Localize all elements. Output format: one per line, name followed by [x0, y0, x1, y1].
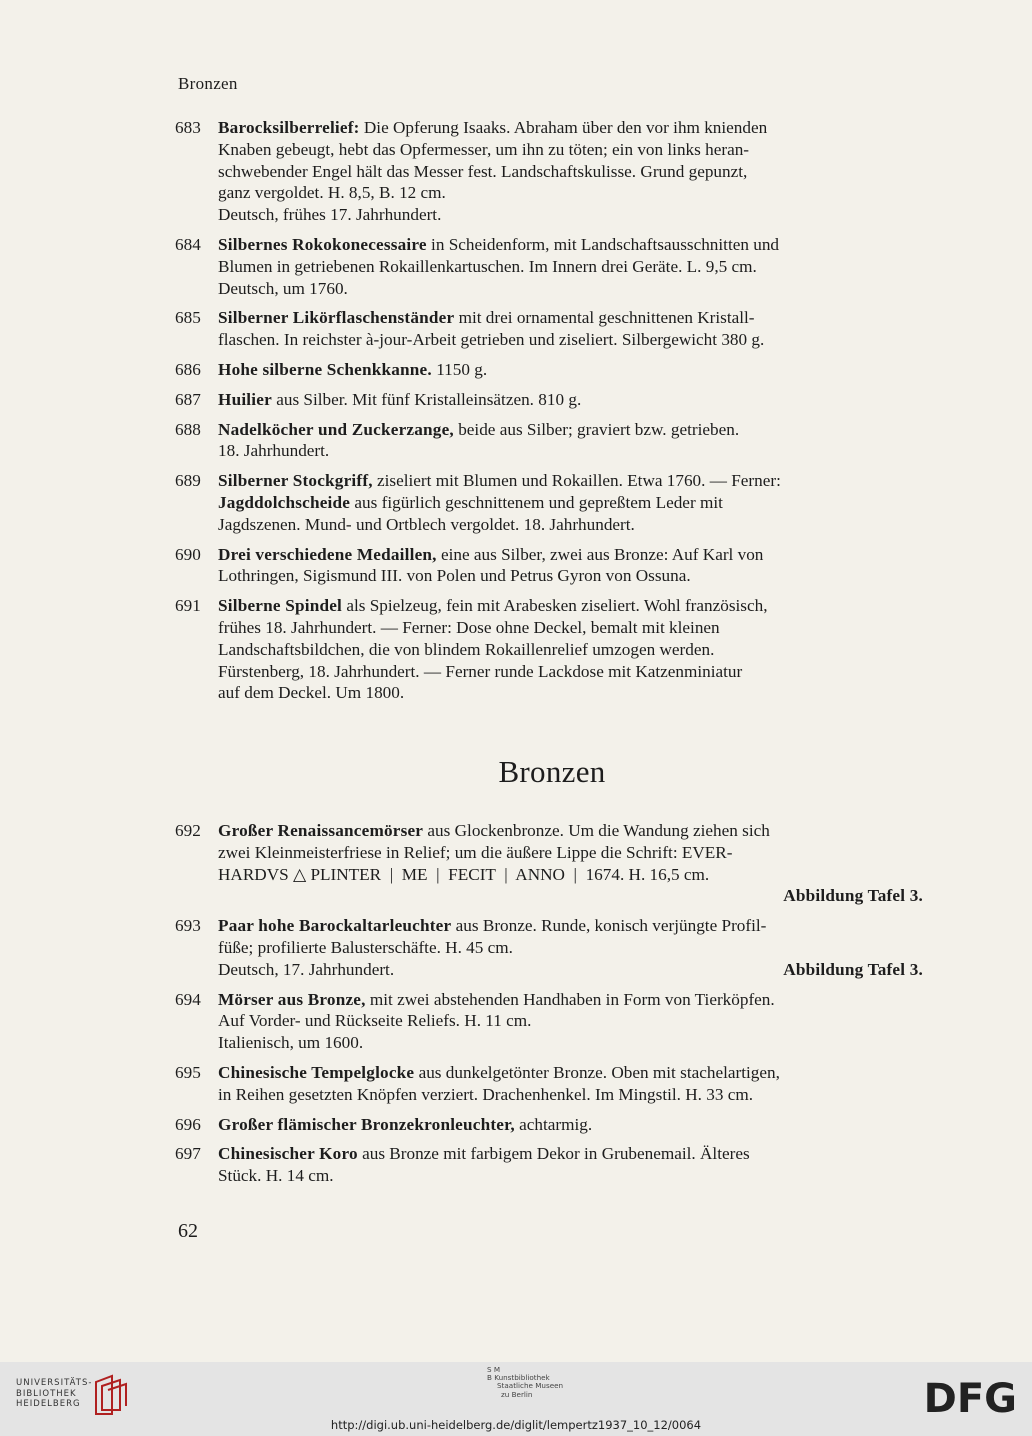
entry-number: 687	[175, 389, 201, 409]
catalog-entry	[175, 234, 923, 299]
entry-number: 688	[175, 419, 201, 439]
entry-text: eine aus Silber, zwei aus Bronze: Auf Karl von	[436, 544, 764, 564]
bronze-entries	[175, 820, 923, 1195]
silver-entries	[175, 117, 923, 712]
entry-number: 685	[175, 308, 201, 328]
entry-text: Jagdszenen. Mund- und Ortblech vergoldet. 18. Jahrhundert.	[218, 514, 635, 534]
entry-line	[218, 959, 923, 981]
entry-title: Huilier	[218, 389, 272, 409]
catalog-entry	[175, 389, 923, 411]
entry-number: 689	[175, 471, 201, 491]
source-url-link[interactable]: http://digi.ub.uni-heidelberg.de/diglit/lempertz1937_10_12/0064	[330, 1418, 702, 1432]
entry-line	[218, 117, 923, 139]
catalog-entry	[175, 820, 923, 907]
entry-text: als Spielzeug, fein mit Arabesken ziseliert. Wohl französisch,	[342, 596, 768, 616]
entry-number: 697	[175, 1144, 201, 1164]
catalog-entry	[175, 419, 923, 463]
catalog-entry	[175, 1062, 923, 1106]
entry-text: zwei Kleinmeisterfriese in Relief; um die äußere Lippe die Schrift: EVER-	[218, 842, 733, 862]
entry-text: Deutsch, 17. Jahrhundert.	[218, 959, 395, 979]
stamp-line: S M	[487, 1365, 501, 1374]
stamp-line: Staatliche Museen	[497, 1381, 564, 1391]
entry-text: Stück. H. 14 cm.	[218, 1166, 334, 1186]
catalog-entry	[175, 359, 923, 381]
catalog-entry	[175, 307, 923, 351]
entry-line	[218, 1114, 923, 1136]
entry-line	[218, 359, 923, 381]
entry-line	[218, 682, 923, 704]
entry-text: Auf Vorder- und Rückseite Reliefs. H. 11 cm.	[218, 1011, 532, 1031]
entry-text: Deutsch, frühes 17. Jahrhundert.	[218, 205, 442, 225]
entry-text: Blumen in getriebenen Rokaillenkartuschen. Im Innern drei Geräte. L. 9,5 cm.	[218, 256, 757, 276]
entry-text: ganz vergoldet. H. 8,5, B. 12 cm.	[218, 183, 446, 203]
entry-text: auf dem Deckel. Um 1800.	[218, 683, 405, 703]
entry-number: 693	[175, 916, 201, 936]
entry-line	[218, 419, 923, 441]
entry-text: 1150 g.	[431, 359, 488, 379]
plate-reference	[218, 885, 923, 907]
entry-number: 690	[175, 544, 201, 564]
entry-line	[218, 256, 923, 278]
plate-reference-label: Abbildung Tafel 3.	[783, 886, 923, 906]
catalog-entry	[175, 1114, 923, 1136]
entry-text: in Reihen gesetzten Knöpfen verziert. Drachenhenkel. Im Mingstil. H. 33 cm.	[218, 1084, 754, 1104]
entry-line	[218, 1165, 923, 1187]
entry-line	[218, 470, 923, 492]
entry-text: Lothringen, Sigismund III. von Polen und Petrus Gyron von Ossuna.	[218, 566, 691, 586]
entry-line	[218, 842, 923, 864]
entry-line	[218, 617, 923, 639]
entry-line	[218, 820, 923, 842]
entry-title: Drei verschiedene Medaillen,	[218, 544, 437, 564]
entry-title: Mörser aus Bronze,	[218, 989, 366, 1009]
catalog-entry	[175, 544, 923, 588]
entry-title: Paar hohe Barockaltarleuchter	[218, 916, 452, 936]
entry-text: aus figürlich geschnittenem und gepreßtem Leder mit	[350, 492, 723, 512]
entry-text: aus dunkelgetönter Bronze. Oben mit stachelartigen,	[414, 1062, 780, 1082]
entry-line	[218, 595, 923, 617]
entry-text: frühes 18. Jahrhundert. — Ferner: Dose ohne Deckel, bemalt mit kleinen	[218, 617, 720, 637]
entry-text: Knaben gebeugt, hebt das Opfermesser, um ihn zu töten; ein von links heran-	[218, 139, 750, 159]
entry-line	[218, 182, 923, 204]
entry-text: Die Opferung Isaaks. Abraham über den vor ihm knienden	[359, 118, 768, 137]
entry-line	[218, 661, 923, 683]
entry-line	[218, 1010, 923, 1032]
plate-reference-label: Abbildung Tafel 3.	[783, 959, 923, 979]
entry-line	[218, 389, 923, 411]
entry-title: Silberne Spindel	[218, 596, 343, 616]
entry-text: Italienisch, um 1600.	[218, 1033, 364, 1053]
entry-line	[218, 915, 923, 937]
library-stamp	[487, 1366, 563, 1399]
entry-line	[218, 565, 923, 587]
catalog-entry	[175, 915, 923, 980]
entry-line	[218, 864, 923, 886]
entry-line	[218, 139, 923, 161]
entry-title: Jagddolchscheide	[218, 492, 351, 512]
entry-title: Silbernes Rokokonecessaire	[218, 234, 427, 254]
entry-title: Silberner Stockgriff,	[218, 471, 373, 491]
entry-text: aus Bronze. Runde, konisch verjüngte Profil-	[451, 916, 767, 936]
entry-title: Chinesische Tempelglocke	[218, 1062, 415, 1082]
entry-line	[218, 161, 923, 183]
entry-title: Großer flämischer Bronzekronleuchter,	[218, 1114, 515, 1134]
entry-number: 694	[175, 989, 201, 1009]
entry-number: 696	[175, 1114, 201, 1134]
entry-line	[218, 544, 923, 566]
catalog-entry	[175, 595, 923, 704]
catalog-entry	[175, 1143, 923, 1187]
entry-text: beide aus Silber; graviert bzw. getrieben.	[453, 419, 740, 439]
entry-line	[218, 492, 923, 514]
entry-line	[218, 1032, 923, 1054]
entry-text: Deutsch, um 1760.	[218, 278, 348, 298]
entry-line	[218, 639, 923, 661]
entry-title: Nadelköcher und Zuckerzange,	[218, 419, 454, 439]
entry-line	[218, 989, 923, 1011]
dfg-logo: DFG	[923, 1376, 1017, 1422]
stamp-line: zu Berlin	[501, 1389, 533, 1399]
entry-number: 692	[175, 821, 201, 840]
entry-line	[218, 514, 923, 536]
entry-text: aus Glockenbronze. Um die Wandung ziehen sich	[423, 821, 770, 840]
entry-text: schwebender Engel hält das Messer fest. Landschaftskulisse. Grund gepunzt,	[218, 161, 748, 181]
entry-title: Großer Renaissancemörser	[218, 821, 424, 840]
entry-line	[218, 234, 923, 256]
entry-title: Silberner Likörflaschenständer	[218, 308, 455, 328]
entry-number: 683	[175, 118, 201, 137]
logo-line: HEIDELBERG	[16, 1399, 81, 1409]
entry-title: Barocksilberrelief:	[218, 118, 360, 137]
entry-title: Chinesischer Koro	[218, 1144, 358, 1164]
entry-text: Fürstenberg, 18. Jahrhundert. — Ferner runde Lackdose mit Katzenminiatur	[218, 661, 743, 681]
entry-text: 18. Jahrhundert.	[218, 441, 330, 461]
entry-line	[218, 937, 923, 959]
page-number: 62	[178, 1220, 198, 1242]
entry-text: aus Silber. Mit fünf Kristalleinsätzen. 810 g.	[271, 389, 582, 409]
section-title: Bronzen	[498, 754, 606, 789]
entry-line	[218, 329, 923, 351]
entry-line	[218, 204, 923, 226]
entry-number: 695	[175, 1062, 201, 1082]
stamp-line: B Kunstbibliothek	[487, 1373, 550, 1383]
entry-text: HARDVS △ PLINTER | ME | FECIT | ANNO | 1674. H. 16,5 cm.	[218, 864, 710, 884]
footer-bar	[0, 1362, 1032, 1436]
entry-text: achtarmig.	[514, 1114, 593, 1134]
catalog-entry	[175, 117, 923, 226]
entry-text: mit drei ornamental geschnittenen Kristall-	[454, 308, 755, 328]
entry-text: füße; profilierte Balusterschäfte. H. 45 cm.	[218, 937, 513, 957]
catalog-entry	[175, 989, 923, 1054]
catalog-entry	[175, 470, 923, 535]
entry-line	[218, 307, 923, 329]
entry-title: Hohe silberne Schenkkanne.	[218, 359, 432, 379]
entry-line	[218, 1062, 923, 1084]
entry-line	[218, 1143, 923, 1165]
entry-line	[218, 440, 923, 462]
logo-line: UNIVERSITÄTS-	[16, 1378, 93, 1388]
entry-number: 684	[175, 234, 201, 254]
entry-text: in Scheidenform, mit Landschaftsausschnitten und	[426, 234, 780, 254]
logo-line: BIBLIOTHEK	[16, 1388, 77, 1399]
running-head: Bronzen	[178, 74, 238, 93]
entry-text: flaschen. In reichster à-jour-Arbeit getrieben und ziseliert. Silbergewicht 380 g.	[218, 330, 765, 350]
entry-text: Landschaftsbildchen, die von blindem Rokaillenrelief umzogen werden.	[218, 639, 715, 659]
entry-number: 686	[175, 359, 201, 379]
university-library-logo	[16, 1378, 92, 1410]
entry-text: ziseliert mit Blumen und Rokaillen. Etwa 1760. — Ferner:	[372, 471, 781, 491]
entry-number: 691	[175, 596, 201, 616]
entry-text: mit zwei abstehenden Handhaben in Form von Tierköpfen.	[365, 989, 775, 1009]
library-emblem-icon	[92, 1374, 128, 1416]
entry-line	[218, 1084, 923, 1106]
entry-line	[218, 278, 923, 300]
entry-text: aus Bronze mit farbigem Dekor in Grubenemail. Älteres	[357, 1144, 750, 1164]
